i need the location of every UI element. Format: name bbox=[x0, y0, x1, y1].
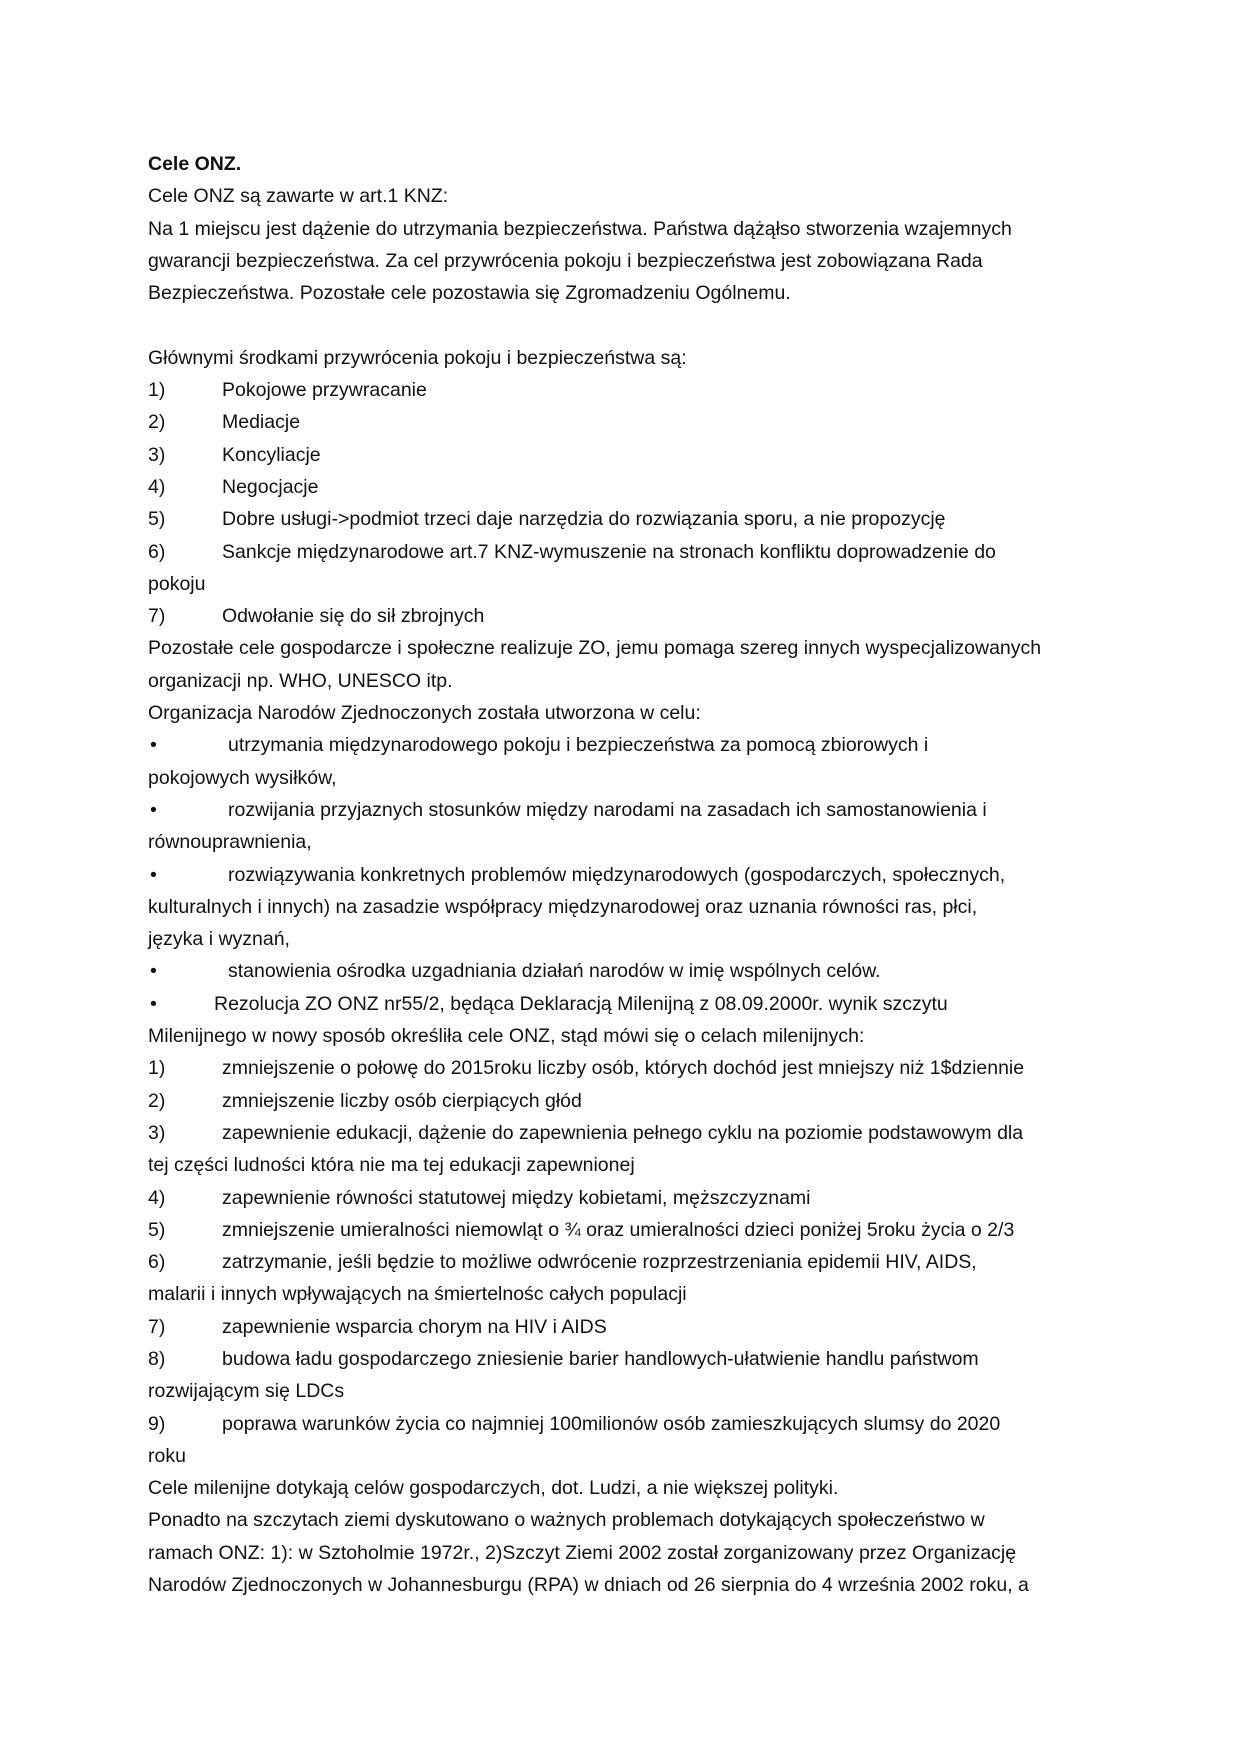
list-item-text: poprawa warunków życia co najmniej 100milionów osób zamieszkujących slumsy do 2020 bbox=[222, 1412, 1001, 1435]
list-number: 6) bbox=[148, 1251, 166, 1274]
bullet-list-item bbox=[148, 988, 1108, 1020]
numbered-list-item bbox=[148, 1182, 1108, 1214]
list-item-text: Rezolucja ZO ONZ nr55/2, będąca Deklaracją Milenijną z 08.09.2000r. wynik szczytu bbox=[214, 992, 948, 1015]
list-item-text: zmniejszenie umieralności niemowląt o ¾ oraz umieralności dzieci poniżej 5roku życia o 2/3 bbox=[222, 1218, 1015, 1241]
bullet-marker: • bbox=[150, 863, 157, 886]
numbered-list-item bbox=[148, 406, 1108, 438]
list-item-text: Sankcje międzynarodowe art.7 KNZ-wymuszenie na stronach konfliktu doprowadzenie do bbox=[222, 540, 996, 563]
text-line: pokoju bbox=[148, 572, 206, 595]
document-page bbox=[148, 148, 1108, 1601]
list-item-text: Negocjacje bbox=[222, 475, 319, 498]
numbered-list-item bbox=[148, 439, 1108, 471]
list-number: 9) bbox=[148, 1412, 166, 1435]
list-number: 2) bbox=[148, 411, 166, 434]
list-item-text: stanowienia ośrodka uzgadniania działań narodów w imię wspólnych celów. bbox=[228, 960, 881, 983]
text-line: Narodów Zjednoczonych w Johannesburgu (RPA) w dniach od 26 sierpnia do 4 września 2002 roku, a bbox=[148, 1574, 1029, 1597]
list-number: 7) bbox=[148, 605, 166, 628]
text-line: roku bbox=[148, 1444, 186, 1467]
list-number: 7) bbox=[148, 1315, 166, 1338]
text-line: rozwijającym się LDCs bbox=[148, 1380, 345, 1403]
numbered-list-item bbox=[148, 1408, 1108, 1440]
list-item-text: rozwijania przyjaznych stosunków między narodami na zasadach ich samostanowienia i bbox=[228, 798, 987, 821]
text-line: równouprawnienia, bbox=[148, 831, 312, 854]
list-number: 4) bbox=[148, 475, 166, 498]
numbered-list-item bbox=[148, 1052, 1108, 1084]
text-line: pokojowych wysiłków, bbox=[148, 766, 337, 789]
numbered-list-item bbox=[148, 1117, 1108, 1149]
list-item-text: Odwołanie się do sił zbrojnych bbox=[222, 605, 485, 628]
list-number: 5) bbox=[148, 508, 166, 531]
list-number: 6) bbox=[148, 540, 166, 563]
list-item-text: zapewnienie równości statutowej między kobietami, męższczyznami bbox=[222, 1186, 811, 1209]
text-line: Głównymi środkami przywrócenia pokoju i bezpieczeństwa są: bbox=[148, 346, 687, 369]
bullet-list-item bbox=[148, 729, 1108, 761]
text-line: Ponadto na szczytach ziemi dyskutowano o ważnych problemach dotykających społeczeństwo w bbox=[148, 1509, 985, 1532]
list-item-text: zmniejszenie liczby osób cierpiących głód bbox=[222, 1089, 582, 1112]
list-item-text: Dobre usługi->podmiot trzeci daje narzędzia do rozwiązania sporu, a nie propozycję bbox=[222, 508, 946, 531]
text-line: Milenijnego w nowy sposób określiła cele ONZ, stąd mówi się o celach milenijnych: bbox=[148, 1025, 865, 1048]
bullet-list-item bbox=[148, 859, 1108, 891]
numbered-list-item bbox=[148, 536, 1108, 568]
text-line: kulturalnych i innych) na zasadzie współpracy międzynarodowej oraz uznania równości ras, płci, bbox=[148, 895, 978, 918]
list-number: 2) bbox=[148, 1089, 166, 1112]
text-line: ramach ONZ: 1): w Sztoholmie 1972r., 2)Szczyt Ziemi 2002 został zorganizowany przez Organizację bbox=[148, 1541, 1017, 1564]
list-item-text: rozwiązywania konkretnych problemów międzynarodowych (gospodarczych, społecznych, bbox=[228, 863, 1006, 886]
numbered-list-item bbox=[148, 1343, 1108, 1375]
bullet-marker: • bbox=[150, 734, 157, 757]
numbered-list-item bbox=[148, 1085, 1108, 1117]
list-item-text: zapewnienie edukacji, dążenie do zapewnienia pełnego cyklu na poziomie podstawowym dla bbox=[222, 1121, 1024, 1144]
list-number: 8) bbox=[148, 1347, 166, 1370]
list-number: 3) bbox=[148, 1121, 166, 1144]
text-line: Organizacja Narodów Zjednoczonych została utworzona w celu: bbox=[148, 702, 701, 725]
numbered-list-item bbox=[148, 471, 1108, 503]
text-line: Cele ONZ są zawarte w art.1 KNZ: bbox=[148, 185, 449, 208]
bullet-marker: • bbox=[150, 960, 157, 983]
blank-line bbox=[148, 309, 1108, 341]
numbered-list-item bbox=[148, 503, 1108, 535]
numbered-list-item bbox=[148, 1246, 1108, 1278]
list-item-text: utrzymania międzynarodowego pokoju i bezpieczeństwa za pomocą zbiorowych i bbox=[228, 734, 929, 757]
text-line: Cele milenijne dotykają celów gospodarczych, dot. Ludzi, a nie większej polityki. bbox=[148, 1477, 839, 1500]
list-item-text: Mediacje bbox=[222, 411, 301, 434]
numbered-list-item bbox=[148, 600, 1108, 632]
text-line: Pozostałe cele gospodarcze i społeczne realizuje ZO, jemu pomaga szereg innych wyspecjalizowanych bbox=[148, 637, 1042, 660]
list-number: 1) bbox=[148, 379, 166, 402]
list-number: 3) bbox=[148, 443, 166, 466]
list-number: 4) bbox=[148, 1186, 166, 1209]
text-line: tej części ludności która nie ma tej edukacji zapewnionej bbox=[148, 1154, 635, 1177]
text-line: malarii i innych wpływających na śmiertelnośc całych populacji bbox=[148, 1283, 687, 1306]
numbered-list-item bbox=[148, 374, 1108, 406]
text-line: organizacji np. WHO, UNESCO itp. bbox=[148, 669, 453, 692]
text-line: języka i wyznań, bbox=[148, 928, 290, 951]
list-item-text: zmniejszenie o połowę do 2015roku liczby osób, których dochód jest mniejszy niż 1$dziennie bbox=[222, 1057, 1025, 1080]
text-line: gwarancji bezpieczeństwa. Za cel przywrócenia pokoju i bezpieczeństwa jest zobowiązana Rada bbox=[148, 249, 983, 272]
text-line: Na 1 miejscu jest dążenie do utrzymania bezpieczeństwa. Państwa dążąłso stworzenia wzajemnych bbox=[148, 217, 1012, 240]
list-item-text: Koncyliacje bbox=[222, 443, 321, 466]
text-line: Bezpieczeństwa. Pozostałe cele pozostawia się Zgromadzeniu Ogólnemu. bbox=[148, 282, 791, 305]
document-title: Cele ONZ. bbox=[148, 153, 242, 175]
numbered-list-item bbox=[148, 1311, 1108, 1343]
list-item-text: zapewnienie wsparcia chorym na HIV i AIDS bbox=[222, 1315, 607, 1338]
list-number: 5) bbox=[148, 1218, 166, 1241]
list-number: 1) bbox=[148, 1057, 166, 1080]
list-item-text: Pokojowe przywracanie bbox=[222, 379, 427, 402]
list-item-text: zatrzymanie, jeśli będzie to możliwe odwrócenie rozprzestrzeniania epidemii HIV, AIDS, bbox=[222, 1251, 977, 1274]
bullet-list-item bbox=[148, 955, 1108, 987]
bullet-list-item bbox=[148, 794, 1108, 826]
numbered-list-item bbox=[148, 1214, 1108, 1246]
list-item-text: budowa ładu gospodarczego zniesienie barier handlowych-ułatwienie handlu państwom bbox=[222, 1347, 979, 1370]
document-body bbox=[148, 180, 1108, 1601]
bullet-marker: • bbox=[150, 992, 157, 1015]
bullet-marker: • bbox=[150, 798, 157, 821]
